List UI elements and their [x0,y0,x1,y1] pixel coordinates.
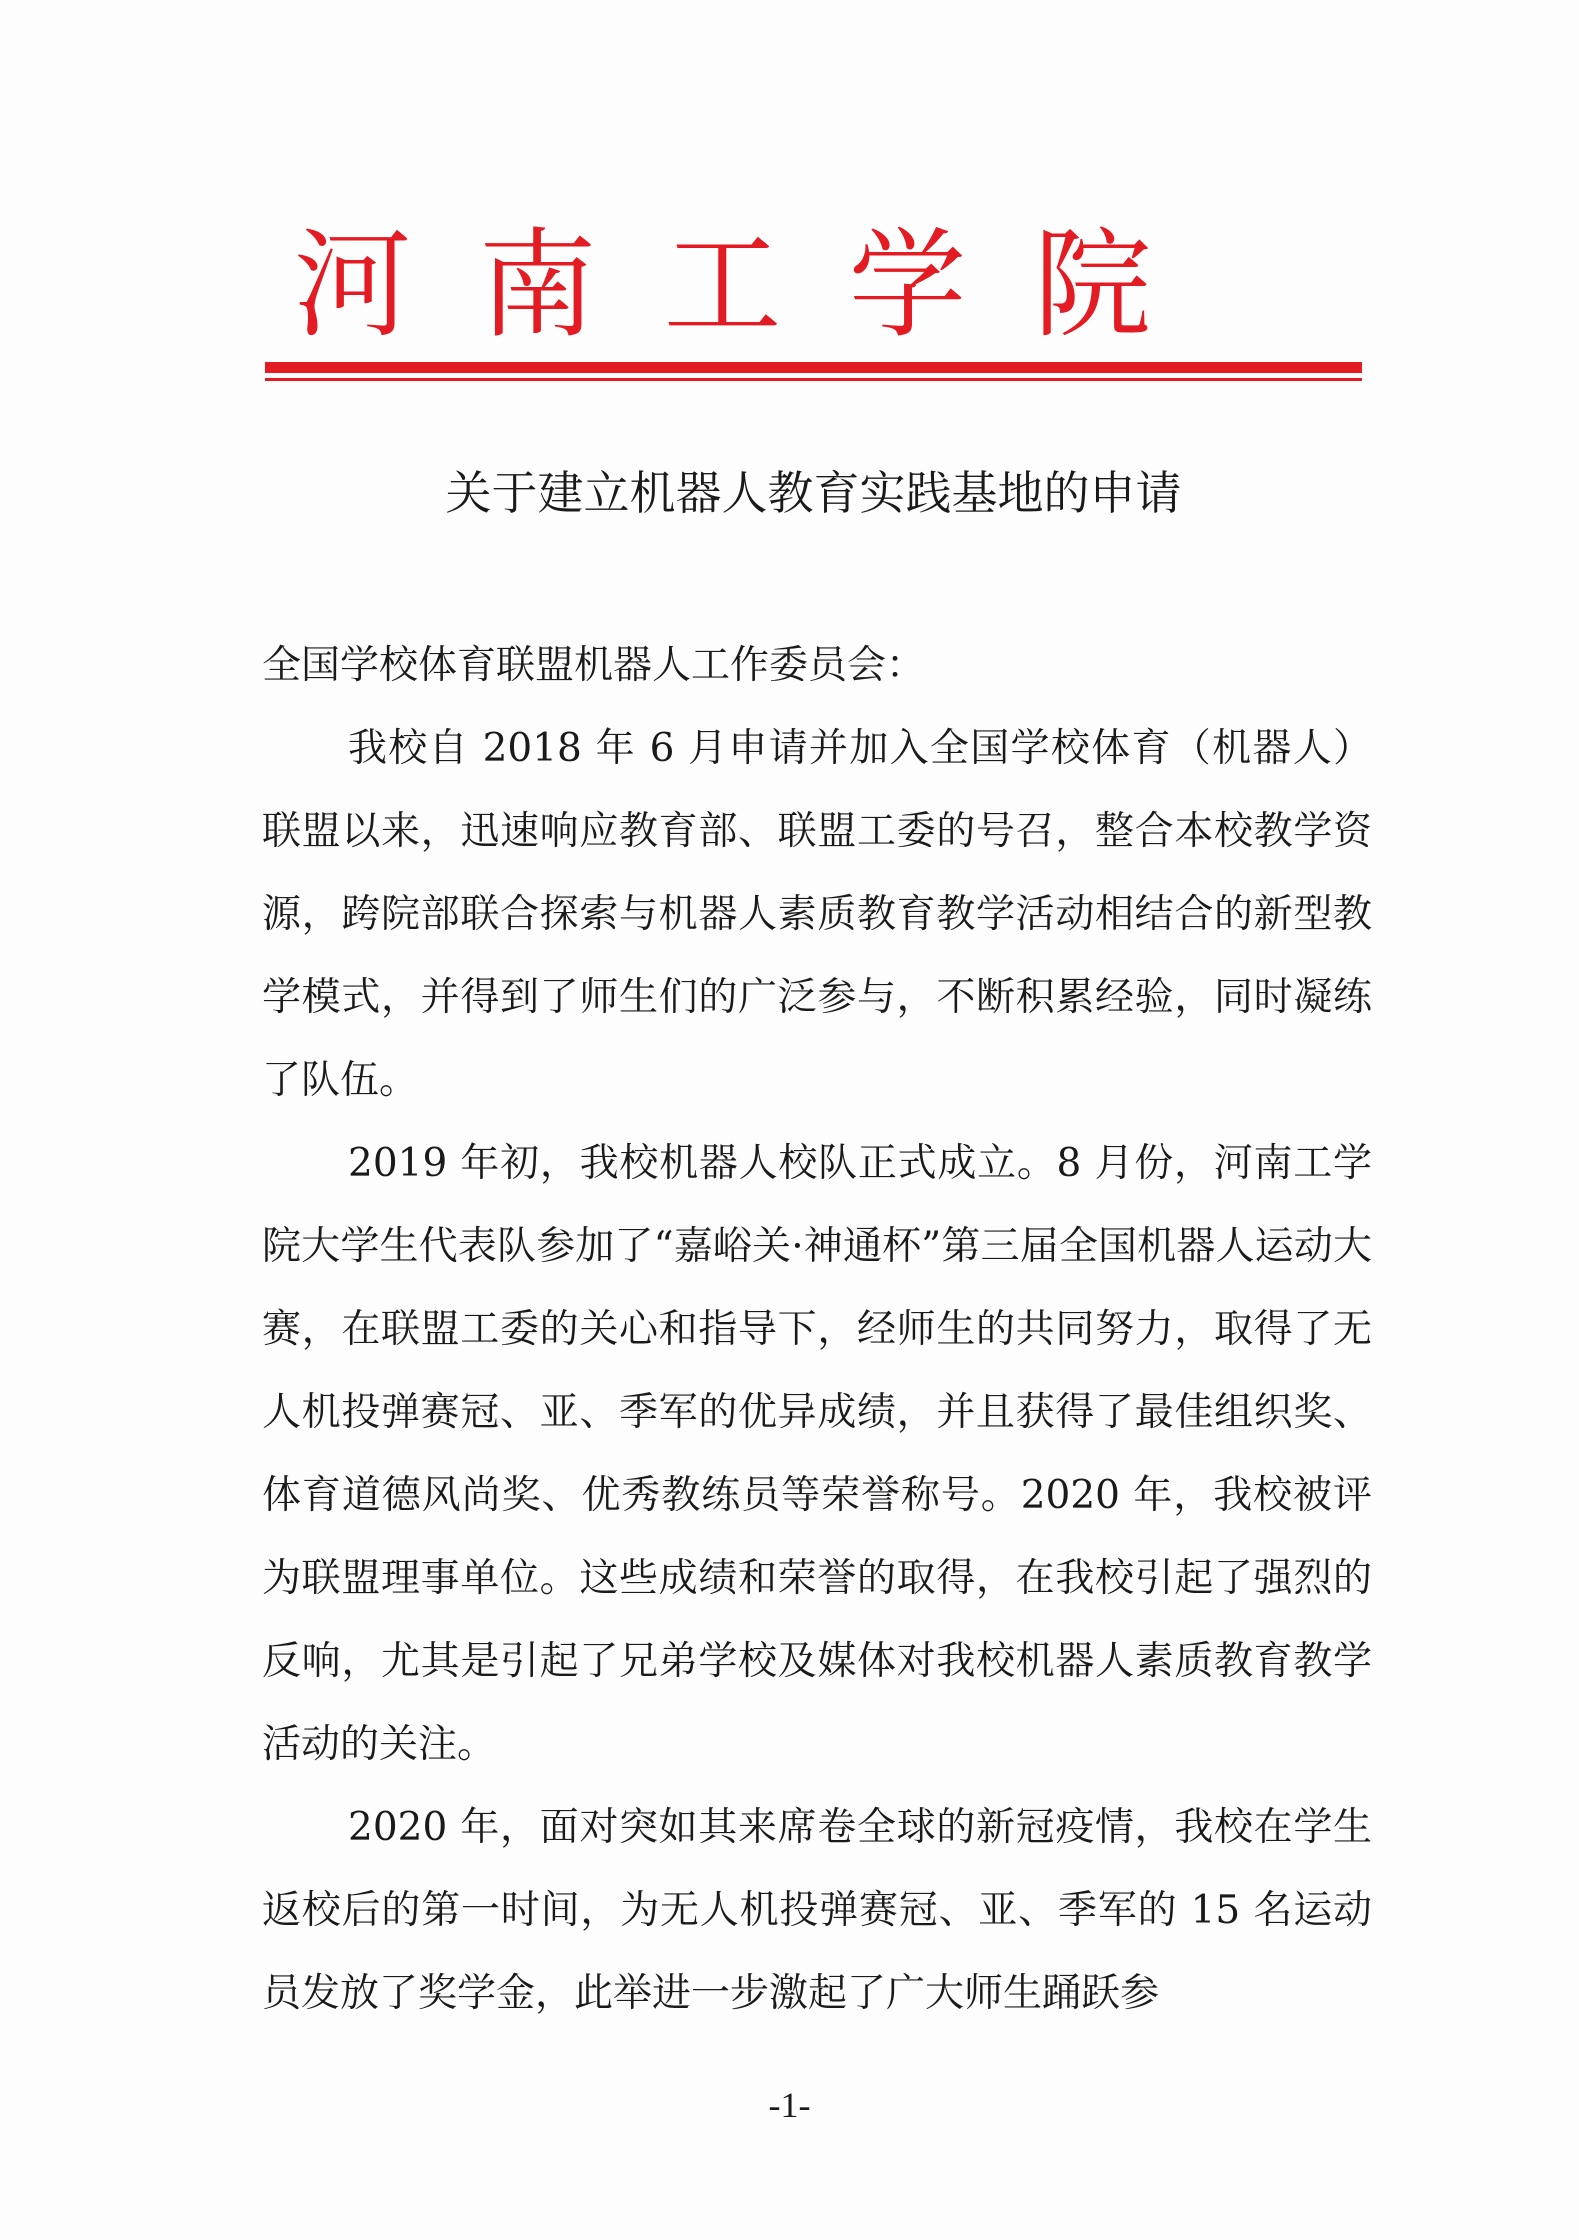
body-paragraph: 2019 年初，我校机器人校队正式成立。8 月份，河南工学院大学生代表队参加了“嘉峪关·神通杯”第三届全国机器人运动大赛，在联盟工委的关心和指导下，经师生的共同努力，取得了无人机投弹赛冠、亚、季军的优异成绩，并且获得了最佳组织奖、体育道德风尚奖、优秀教练员等荣誉称号。2020 年，我校被评为联盟理事单位。这些成绩和荣誉的取得，在我校引起了强烈的反响，尤其是引起了兄弟学校及媒体对我校机器人素质教育教学活动的关注。 [262,1141,1372,1767]
header-rule-thick [265,362,1362,373]
header-char: 河 [293,216,412,354]
header-rule-thin [265,378,1362,381]
document-body [262,624,1372,2035]
page-number: -1- [768,2085,811,2125]
header-char: 学 [848,216,967,354]
document-title: 关于建立机器人教育实践基地的申请 [445,466,1182,520]
body-paragraph: 我校自 2018 年 6 月申请并加入全国学校体育（机器人）联盟以来，迅速响应教育部、联盟工委的号召，整合本校教学资源，跨院部联合探索与机器人素质教育教学活动相结合的新型教学模式，并得到了师生们的广泛参与，不断积累经验，同时凝练了队伍。 [262,726,1372,1103]
institution-header [260,215,1360,355]
header-char: 南 [478,216,597,354]
salutation: 全国学校体育联盟机器人工作委员会： [262,643,926,688]
header-char: 院 [1033,216,1152,354]
body-paragraph: 2020 年，面对突如其来席卷全球的新冠疫情，我校在学生返校后的第一时间，为无人机投弹赛冠、亚、季军的 15 名运动员发放了奖学金，此举进一步激起了广大师生踊跃参 [262,1805,1372,2016]
header-char: 工 [663,216,782,354]
